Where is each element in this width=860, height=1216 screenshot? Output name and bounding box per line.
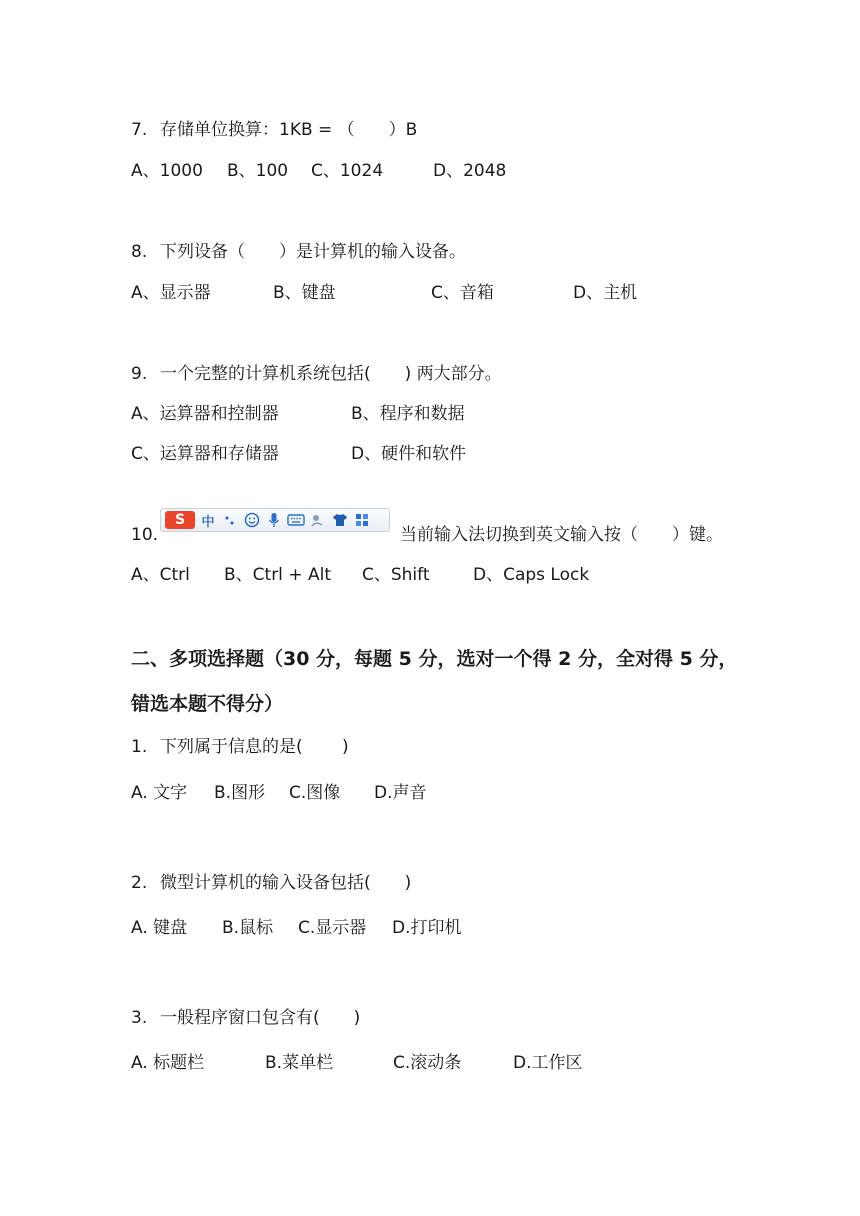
section-heading-continued: 错选本题不得分） [131,693,284,715]
question-stem: 下列属于信息的是( ) [160,737,349,757]
option-c: C.显示器 [298,918,367,938]
emoji-icon [243,511,261,529]
question-number: 10. [131,525,159,545]
handwriting-icon [309,511,327,529]
option-d: D.声音 [374,783,427,803]
option-c: C、1024 [311,161,384,181]
question-stem: 存储单位换算：1KB = （ ）B [160,120,418,140]
question-stem: 一个完整的计算机系统包括( ) 两大部分。 [160,364,502,384]
question-number: 9. [131,364,148,384]
option-b: B.菜单栏 [265,1053,334,1073]
option-a: A. 文字 [131,783,188,803]
option-d: D、2048 [433,161,507,181]
section-heading: 二、多项选择题（30 分，每题 5 分，选对一个得 2 分，全对得 5 分， [131,648,738,670]
chinese-mode-icon: 中 [201,514,215,530]
sogou-logo-icon: S [165,511,195,529]
question-8 [131,240,466,264]
multi-question-1 [131,735,349,759]
option-a: A、Ctrl [131,565,190,585]
question-stem: 一般程序窗口包含有( ) [160,1008,361,1028]
multi-question-3 [131,1006,360,1030]
question-number: 8. [131,242,148,262]
option-b: B、Ctrl + Alt [224,565,331,585]
question-stem: 微型计算机的输入设备包括( ) [160,873,412,893]
ime-toolbar-image [160,508,390,532]
option-a: A. 键盘 [131,918,188,938]
punctuation-icon [221,511,239,529]
option-c: C、运算器和存储器 [131,444,279,464]
option-c: C、音箱 [431,283,494,303]
option-a: A、运算器和控制器 [131,404,279,424]
question-number: 1. [131,737,148,757]
option-d: D、主机 [573,283,638,303]
question-number: 7. [131,120,148,140]
microphone-icon [265,511,283,529]
question-number: 3. [131,1008,148,1028]
option-d: D、硬件和软件 [351,444,467,464]
option-d: D.工作区 [513,1053,583,1073]
option-d: D.打印机 [392,918,462,938]
option-b: B、程序和数据 [351,404,465,424]
option-c: C.图像 [289,783,341,803]
question-7 [131,118,417,142]
option-a: A. 标题栏 [131,1053,205,1073]
option-c: C、Shift [362,565,430,585]
option-a: A、显示器 [131,283,211,303]
option-b: B.图形 [214,783,266,803]
multi-question-2 [131,871,411,895]
option-d: D、Caps Lock [473,565,590,585]
skin-shirt-icon [331,511,349,529]
question-stem: 下列设备（ ）是计算机的输入设备。 [160,242,466,262]
question-9 [131,362,502,386]
option-b: B、100 [227,161,289,181]
keyboard-icon [287,511,305,529]
option-c: C.滚动条 [393,1053,462,1073]
toolbox-grid-icon [353,511,371,529]
question-stem: 当前输入法切换到英文输入按（ ）键。 [400,525,723,545]
question-number: 2. [131,873,148,893]
option-a: A、1000 [131,161,203,181]
option-b: B.鼠标 [222,918,274,938]
option-b: B、键盘 [273,283,336,303]
